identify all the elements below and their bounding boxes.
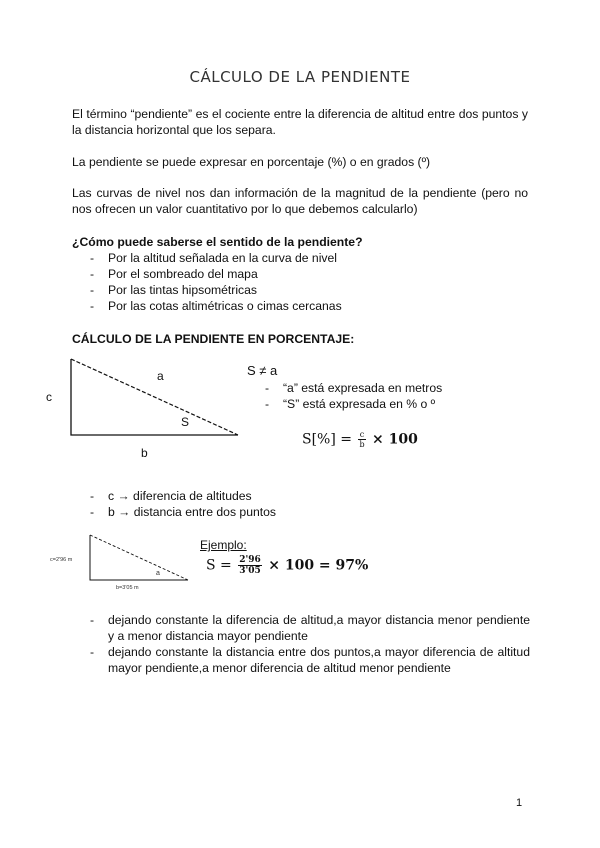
formula-numerator: c — [359, 430, 365, 439]
label-a: a — [157, 369, 164, 383]
list-item: - Por las cotas altimétricas o cimas cercanas — [90, 298, 510, 314]
label-c: c — [46, 390, 52, 404]
definition-paragraph: El término “pendiente” es el cociente entre la diferencia de altitud entre dos puntos y la distancia horizontal que los separa. — [72, 107, 528, 137]
page-number: 1 — [516, 797, 523, 809]
example-c-label: c=2'96 m — [50, 557, 73, 563]
formula-lhs: S[%] = — [302, 431, 352, 448]
slope-triangle-diagram — [60, 350, 250, 445]
example-a-label: a — [156, 570, 160, 577]
example-formula-fraction — [238, 555, 262, 576]
conclusions-list — [90, 612, 530, 676]
contour-paragraph: Las curvas de nivel nos dan información de la magnitud de la pendiente (pero no nos ofrecen un valor cuantitativo por lo que debemos calcularlo) — [72, 186, 528, 216]
list-item: - Por el sombreado del mapa — [90, 266, 510, 282]
example-formula-lhs: S = — [206, 557, 232, 574]
example-formula-rhs: × 100 = 97% — [268, 557, 369, 574]
question-heading: ¿Cómo puede saberse el sentido de la pendiente? — [72, 235, 363, 249]
example-formula-numerator: 2'96 — [239, 555, 261, 565]
list-item: - dejando constante la distancia entre dos puntos,a mayor diferencia de altitud mayor pendiente,a menor diferencia de altitud menor pendiente — [90, 644, 530, 676]
example-label: Ejemplo: — [200, 538, 247, 552]
s-not-equal-a: S ≠ a — [247, 363, 278, 378]
slope-formula — [302, 430, 418, 449]
formula-denominator: b — [359, 440, 365, 449]
page-title: CÁLCULO DE LA PENDIENTE — [189, 68, 411, 86]
label-s: S — [181, 415, 190, 429]
formula-fraction — [358, 430, 365, 449]
label-b: b — [141, 446, 148, 460]
example-formula — [206, 555, 368, 576]
example-triangle-hypotenuse — [90, 535, 188, 580]
notes-list — [265, 380, 505, 412]
question-list — [90, 250, 510, 314]
formula-rhs: × 100 — [372, 431, 418, 448]
list-item: - Por la altitud señalada en la curva de nivel — [90, 250, 510, 266]
example-formula-denominator: 3'05 — [239, 566, 261, 576]
example-triangle-diagram — [86, 532, 196, 584]
list-item: - Por las tintas hipsométricas — [90, 282, 510, 298]
list-item: - b → distancia entre dos puntos — [90, 504, 390, 520]
triangle-hypotenuse — [71, 359, 238, 435]
variables-list — [90, 488, 390, 520]
example-b-label: b=3'05 m — [116, 585, 139, 591]
list-item: - dejando constante la diferencia de altitud,a mayor distancia menor pendiente y a menor distancia mayor pendiente — [90, 612, 530, 644]
section-heading: CÁLCULO DE LA PENDIENTE EN PORCENTAJE: — [72, 332, 355, 346]
units-paragraph: La pendiente se puede expresar en porcentaje (%) o en grados (º) — [72, 155, 431, 169]
list-item: - “a” está expresada en metros — [265, 380, 505, 396]
list-item: - c → diferencia de altitudes — [90, 488, 390, 504]
list-item: - “S” está expresada en % o º — [265, 396, 505, 412]
